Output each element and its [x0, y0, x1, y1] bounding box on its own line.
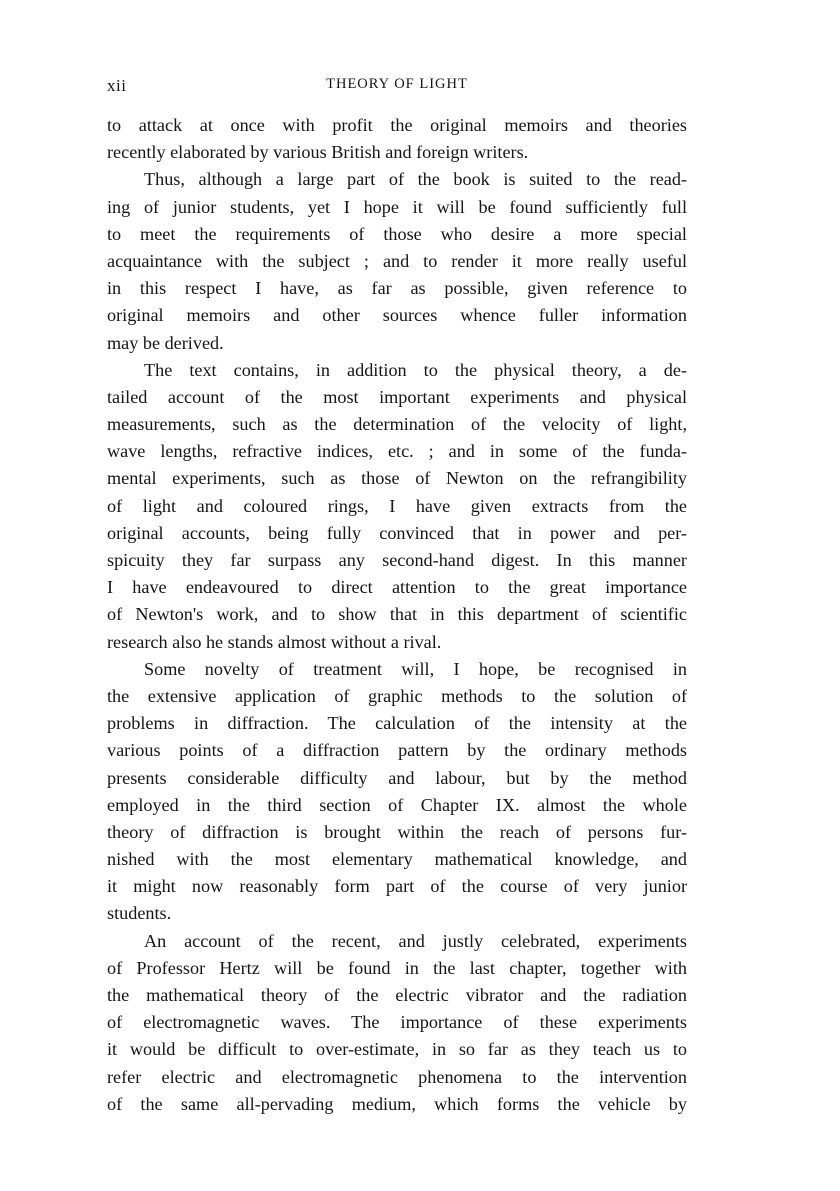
- text-line: Some novelty of treatment will, I hope, be recognised in: [144, 658, 687, 679]
- text-line: research also he stands almost without a rival.: [107, 631, 442, 652]
- text-line: measurements, such as the determination of the velocity of light,: [107, 414, 687, 435]
- text-line: Thus, although a large part of the book is suited to the read-: [144, 169, 687, 190]
- text-line: it would be difficult to over-estimate, in so far as they teach us to: [107, 1039, 687, 1060]
- text-line: of the same all-pervading medium, which forms the vehicle by: [107, 1093, 687, 1114]
- text-line: tailed account of the most important experiments and physical: [107, 386, 687, 407]
- text-line: it might now reasonably form part of the course of very junior: [107, 876, 687, 897]
- text-line: ing of junior students, yet I hope it will be found sufficiently full: [107, 196, 687, 217]
- text-line: refer electric and electromagnetic phenomena to the intervention: [107, 1066, 687, 1087]
- running-title: THEORY OF LIGHT: [326, 76, 468, 92]
- text-line: theory of diffraction is brought within the reach of persons fur-: [107, 821, 687, 842]
- text-line: students.: [107, 903, 172, 924]
- text-line: original memoirs and other sources whence fuller information: [107, 305, 687, 326]
- text-line: spicuity they far surpass any second-hand digest. In this manner: [107, 550, 687, 570]
- page-header: [107, 70, 687, 102]
- text-line: nished with the most elementary mathematical knowledge, and: [107, 849, 687, 870]
- text-line: acquaintance with the subject ; and to render it more really useful: [107, 250, 687, 271]
- text-line: of Newton's work, and to show that in this department of scientific: [107, 604, 687, 625]
- text-line: to meet the requirements of those who desire a more special: [107, 223, 687, 244]
- text-line: recently elaborated by various British and foreign writers.: [107, 142, 529, 163]
- text-line: wave lengths, refractive indices, etc. ; and in some of the funda-: [107, 441, 687, 462]
- book-page: [107, 70, 687, 1118]
- text-line: various points of a diffraction pattern by the ordinary methods: [107, 740, 687, 761]
- preface-body-text: [107, 112, 687, 1118]
- text-line: employed in the third section of Chapter IX. almost the whole: [107, 794, 687, 815]
- text-line: the mathematical theory of the electric vibrator and the radiation: [107, 985, 687, 1005]
- page-number: xii: [107, 76, 127, 95]
- text-line: An account of the recent, and justly celebrated, experiments: [144, 930, 687, 951]
- text-line: may be derived.: [107, 332, 224, 353]
- text-line: original accounts, being fully convinced that in power and per-: [107, 522, 687, 543]
- text-line: problems in diffraction. The calculation of the intensity at the: [107, 713, 687, 734]
- text-line: mental experiments, such as those of Newton on the refrangibility: [107, 468, 687, 489]
- text-line: of light and coloured rings, I have given extracts from the: [107, 495, 687, 516]
- text-line: The text contains, in addition to the physical theory, a de-: [144, 359, 687, 380]
- text-line: the extensive application of graphic methods to the solution of: [107, 685, 687, 706]
- text-line: I have endeavoured to direct attention to the great importance: [107, 577, 687, 598]
- text-line: of Professor Hertz will be found in the last chapter, together with: [107, 957, 687, 978]
- text-line: presents considerable difficulty and labour, but by the method: [107, 767, 687, 788]
- text-line: to attack at once with profit the original memoirs and theories: [107, 115, 687, 135]
- text-line: in this respect I have, as far as possible, given reference to: [107, 278, 687, 299]
- text-line: of electromagnetic waves. The importance of these experiments: [107, 1012, 687, 1033]
